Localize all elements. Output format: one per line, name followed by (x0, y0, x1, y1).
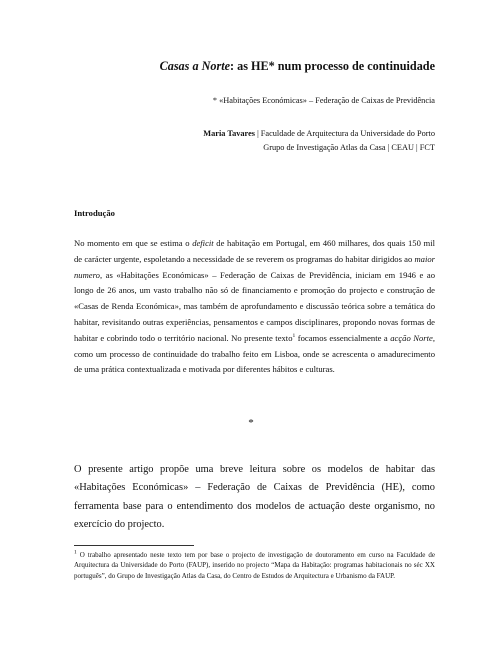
title-footnote: * «Habitações Económicas» – Federação de Caixas de Previdência (212, 96, 435, 105)
author-group: Grupo de Investigação Atlas da Casa | CEAU | FCT (263, 143, 435, 152)
para1-text-4: focamos essencialmente a (295, 332, 391, 343)
title-rest: : as HE* num processo de continuidade (230, 59, 435, 73)
section-heading: Introdução (74, 208, 115, 218)
para1-text-2: de habitação em Portugal, em 460 milhares, dos quais 150 mil de carácter urgente, espoletando a necessidade de se reverem os programas do habitar dirigidos ao (74, 238, 435, 264)
para1-acao-norte: acção Norte (390, 332, 433, 343)
para1-text-1: No momento em que se estima o (74, 238, 193, 248)
footnote-text: O trabalho apresentado neste texto tem por base o projecto de investigação de doutoramento em curso na Faculdade de Arquitectura da Universidade do Porto (FAUP), inserido no projecto “Mapa da Habitação: programas habitacionais no séc XX português”, do Grupo de Investigação Atlas da Casa, do Centro de Estudos de Arquitectura e Urbanismo da FAUP. (74, 551, 435, 580)
footnote-marker: 1 (74, 549, 77, 556)
para1-text-3: , as «Habitações Económicas» – Federação de Caixas de Previdência, iniciam em 1946 e ao longo de 26 anos, um vasto trabalho não só de financiamento e promoção do projecto e construção de «Casas de Renda Económica», mas também de aprofundamento e discussão teórica sobre a temática do habitar, revisitando outras experiências, pensamentos e campos disciplinares, propondo novas formas de habitar e cobrindo todo o território nacional. No presente texto (74, 269, 435, 343)
title-italic: Casas a Norte (159, 59, 231, 73)
author-name: Maria Tavares (203, 129, 255, 138)
intro-paragraph (74, 236, 435, 378)
article-purpose-paragraph: O presente artigo propõe uma breve leitura sobre os modelos de habitar das «Habitações Económicas» – Federação de Caixas de Previdência (HE), como ferramenta base para o entendimento dos modelos de actuação deste organismo, no exercício do projecto. (74, 464, 435, 531)
author-affiliation: | Faculdade de Arquitectura da Universidade do Porto (255, 129, 435, 138)
section-separator: * (248, 417, 254, 429)
para1-text-5: , como um processo de continuidade do trabalho feito em Lisboa, onde se acrescenta o amadurecimento de uma prática contextualizada e motivada por diferentes hábitos e culturas. (74, 332, 435, 375)
footnote-reference[interactable]: 1 (292, 332, 296, 339)
footnote-divider (74, 545, 194, 546)
footnote (74, 550, 435, 581)
para1-maior-numero: maior numero (74, 253, 435, 280)
document-title (160, 59, 435, 74)
para1-deficit: deficit (192, 238, 214, 248)
author-line (203, 129, 435, 138)
